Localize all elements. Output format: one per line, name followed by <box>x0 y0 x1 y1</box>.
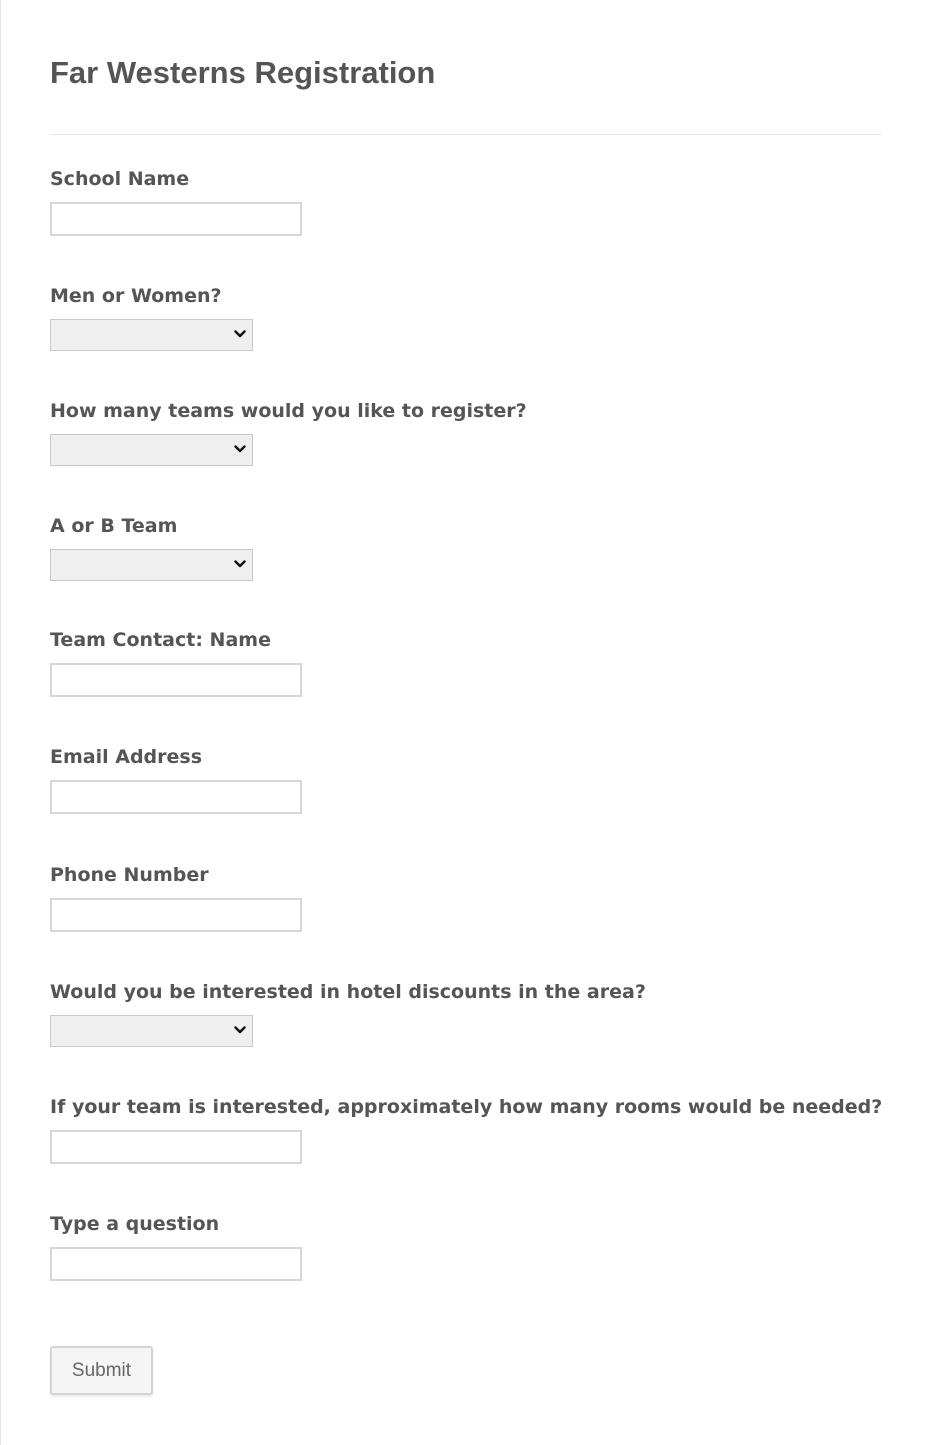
rooms-needed-label: If your team is interested, approximately how many rooms would be needed? <box>50 1096 883 1118</box>
field-rooms-needed <box>50 1095 882 1119</box>
chevron-down-icon <box>234 559 246 569</box>
title-divider <box>50 134 881 135</box>
hotel-discounts-select[interactable] <box>50 1015 253 1047</box>
question-label: Type a question <box>50 1213 220 1235</box>
field-email-address <box>50 745 882 769</box>
question-input[interactable] <box>50 1247 302 1281</box>
phone-number-input[interactable] <box>50 898 302 932</box>
team-contact-name-label: Team Contact: Name <box>50 629 271 651</box>
chevron-down-icon <box>234 329 246 339</box>
team-count-label: How many teams would you like to register? <box>50 400 527 422</box>
form-title: Far Westerns Registration <box>50 55 436 90</box>
email-address-label: Email Address <box>50 746 203 768</box>
team-count-select[interactable] <box>50 434 253 466</box>
chevron-down-icon <box>234 444 246 454</box>
a-or-b-team-select[interactable] <box>50 549 253 581</box>
field-question <box>50 1212 882 1236</box>
field-men-or-women <box>50 284 882 308</box>
field-team-count <box>50 399 882 423</box>
a-or-b-team-label: A or B Team <box>50 515 178 537</box>
phone-number-label: Phone Number <box>50 864 209 886</box>
chevron-down-icon <box>234 1025 246 1035</box>
field-school-name <box>50 167 882 191</box>
field-a-or-b-team <box>50 514 882 538</box>
page-left-border <box>0 0 1 1445</box>
school-name-input[interactable] <box>50 202 302 236</box>
men-or-women-select[interactable] <box>50 319 253 351</box>
men-or-women-label: Men or Women? <box>50 285 222 307</box>
hotel-discounts-label: Would you be interested in hotel discounts in the area? <box>50 981 646 1003</box>
submit-button[interactable]: Submit <box>50 1346 153 1395</box>
field-team-contact-name <box>50 628 882 652</box>
rooms-needed-input[interactable] <box>50 1130 302 1164</box>
field-phone-number <box>50 863 882 887</box>
email-field[interactable] <box>50 780 302 814</box>
field-hotel-discounts <box>50 980 882 1004</box>
school-name-label: School Name <box>50 168 190 190</box>
team-contact-name-input[interactable] <box>50 663 302 697</box>
